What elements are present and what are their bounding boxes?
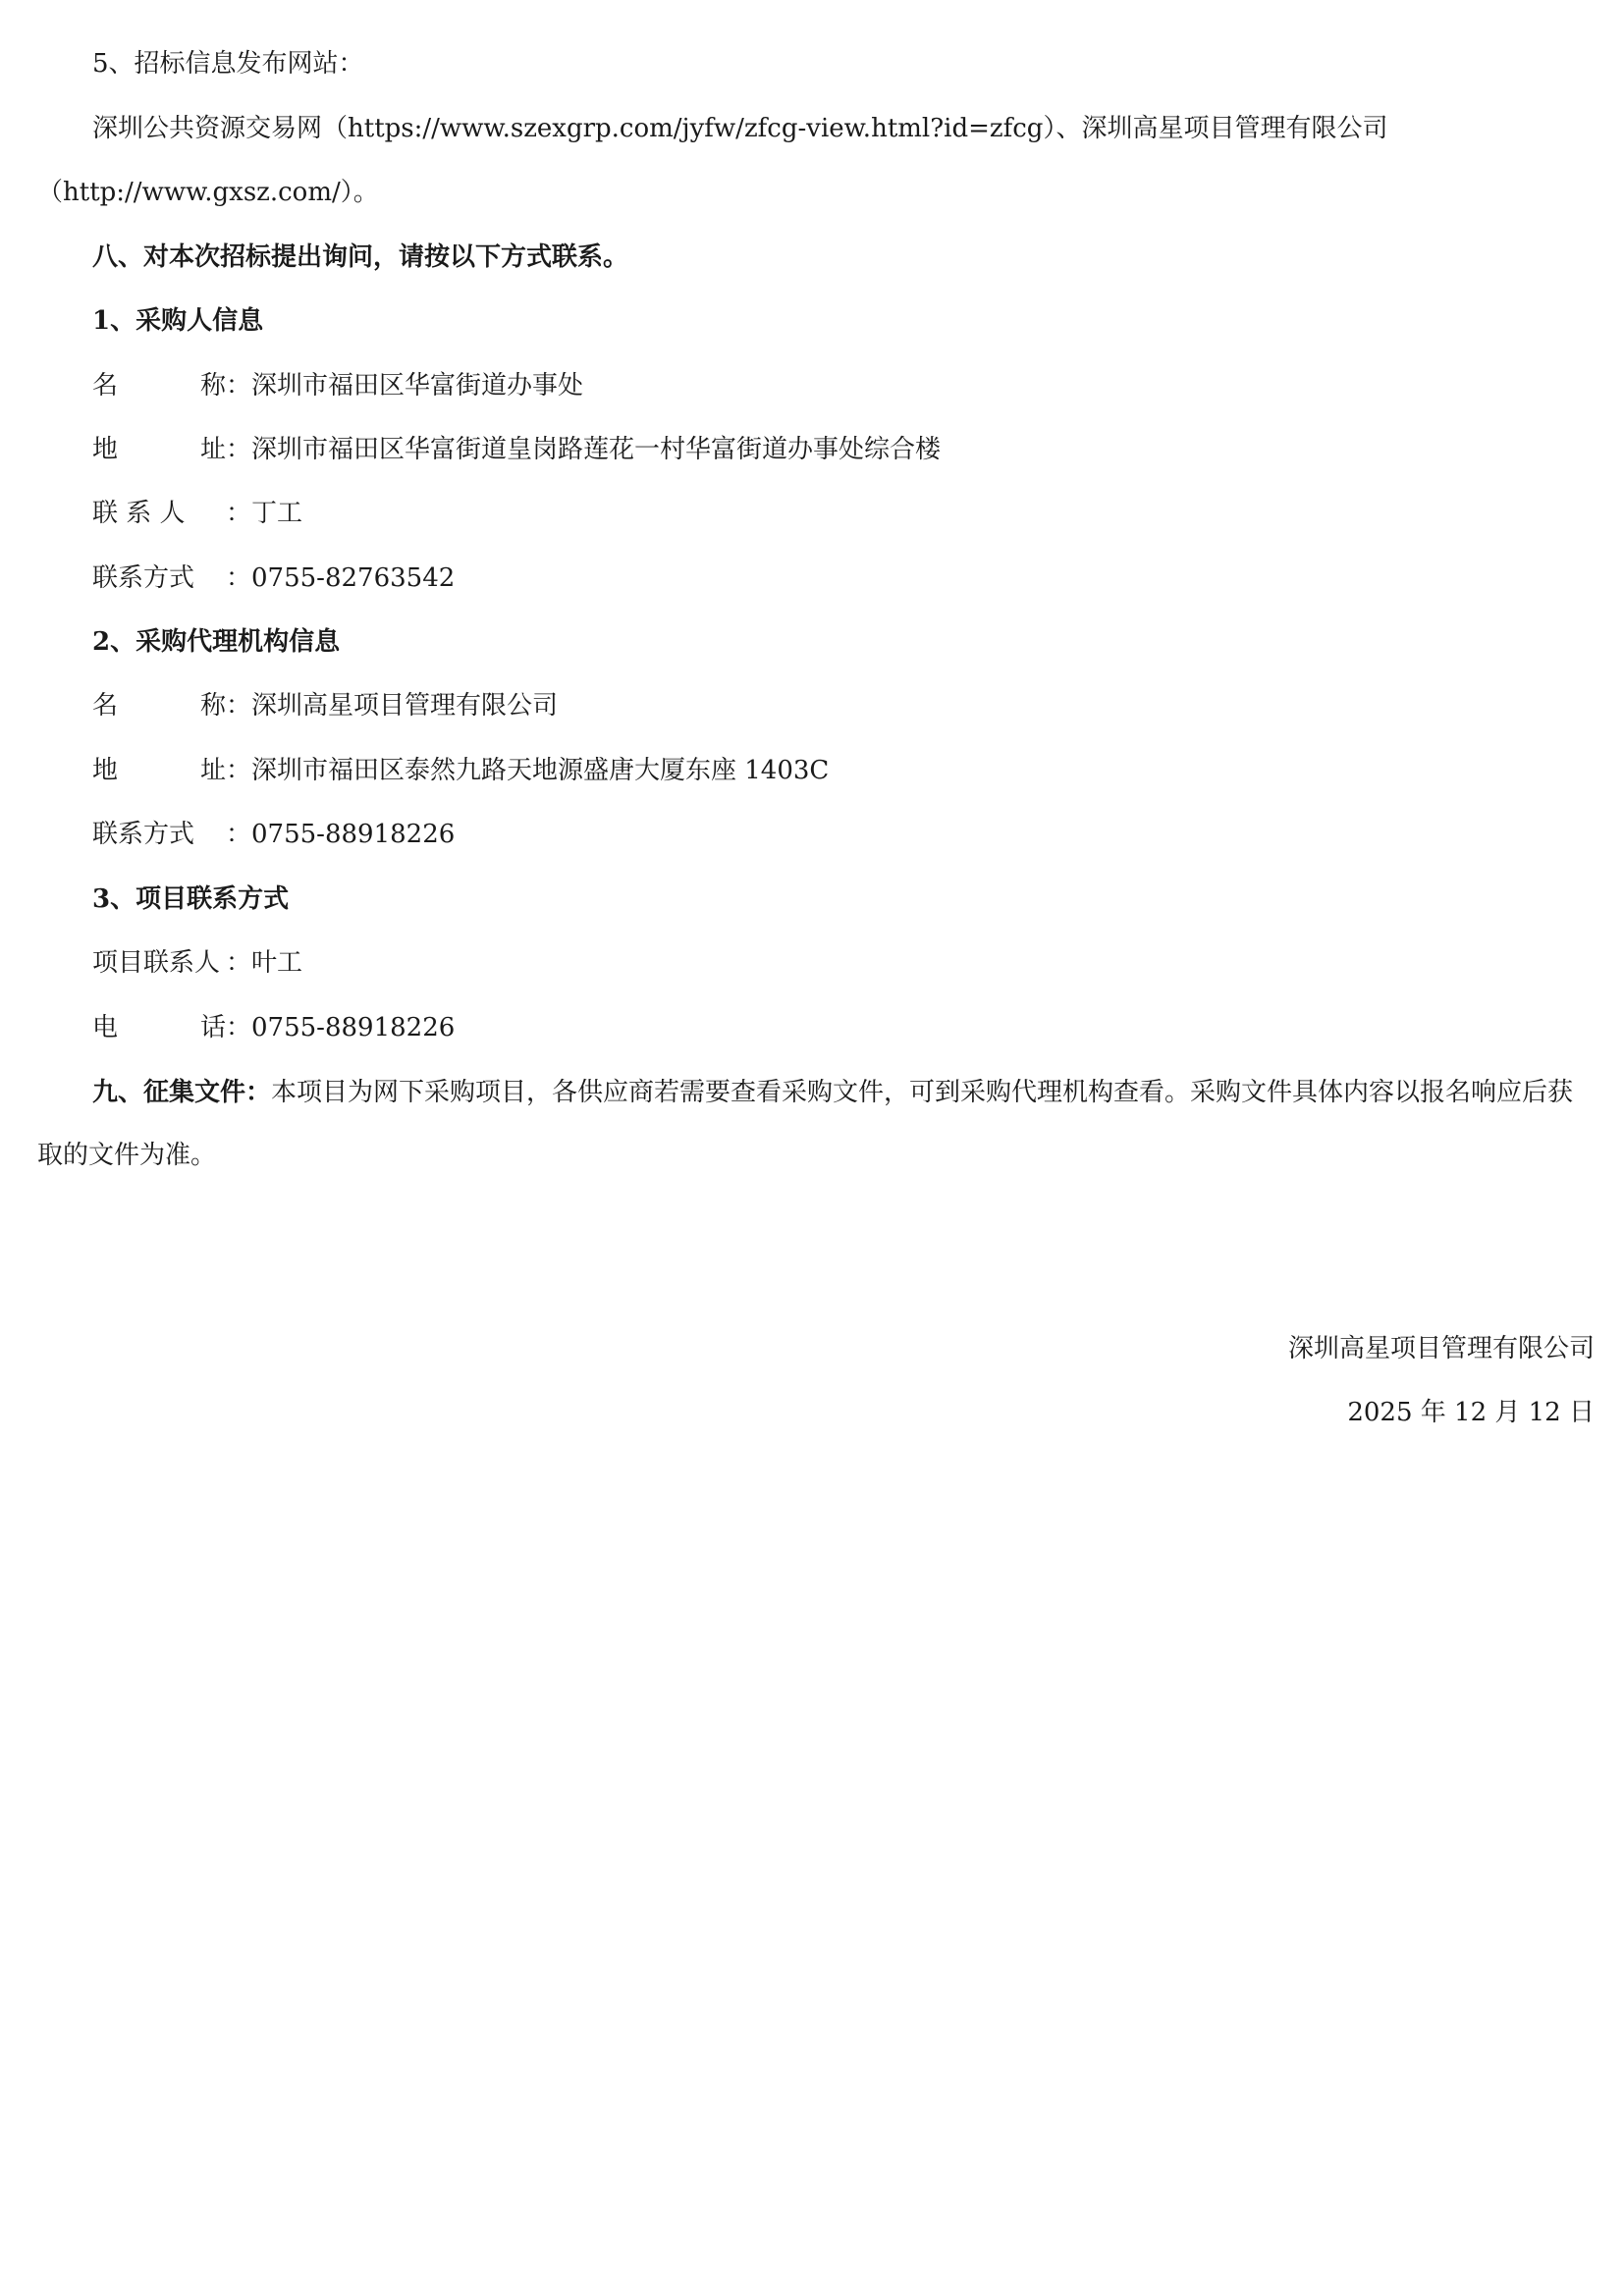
project-phone-value: ：0755-88918226: [226, 1013, 456, 1042]
sec9-paragraph: [37, 1061, 1595, 1187]
buyer-phone-row: [92, 561, 455, 595]
agency-address-row: [92, 754, 829, 787]
sec5-website-line1: 深圳公共资源交易网（https://www.szexgrp.com/jyfw/zfcg-view.html?id=zfcg）、深圳高星项目管理有限公司: [92, 114, 1388, 143]
buyer-contact-value: ：丁工: [226, 499, 303, 528]
sec5-heading: 5、招标信息发布网站：: [92, 49, 364, 79]
project-heading: 3、项目联系方式: [92, 884, 290, 914]
project-contact-row: [92, 946, 302, 980]
signature-company: 深圳高星项目管理有限公司: [1287, 1334, 1595, 1363]
agency-address-label: 地 址: [92, 756, 226, 785]
agency-name-label: 名 称: [92, 691, 226, 721]
agency-address-value: ：深圳市福田区泰然九路天地源盛唐大厦东座 1403C: [226, 756, 830, 785]
project-contact-label: 项目联系人: [92, 948, 221, 978]
buyer-contact-label: 联 系 人: [92, 499, 186, 528]
buyer-name-label: 名 称: [92, 371, 226, 400]
agency-phone-value: ：0755-88918226: [226, 820, 456, 849]
buyer-phone-value: ：0755-82763542: [226, 563, 456, 593]
sec9-heading: 九、征集文件：: [92, 1078, 272, 1107]
agency-heading: 2、采购代理机构信息: [92, 627, 341, 657]
buyer-address-label: 地 址: [92, 435, 226, 464]
project-contact-value: ：叶工: [226, 948, 303, 978]
signature-date: 2025 年 12 月 12 日: [1347, 1398, 1595, 1427]
project-phone-row: [92, 1011, 455, 1044]
sec9-body: 本项目为网下采购项目，各供应商若需要查看采购文件，可到采购代理机构查看。采购文件具体内容以报名响应后获取的文件为准。: [37, 1078, 1574, 1170]
agency-phone-label: 联系方式: [92, 820, 195, 849]
buyer-contact-row: [92, 497, 302, 530]
buyer-address-value: ：深圳市福田区华富街道皇岗路莲花一村华富街道办事处综合楼: [226, 435, 942, 464]
buyer-name-row: [92, 369, 583, 402]
buyer-name-value: ：深圳市福田区华富街道办事处: [226, 371, 584, 400]
agency-name-row: [92, 689, 558, 722]
buyer-address-row: [92, 433, 941, 466]
sec8-heading: 八、对本次招标提出询问，请按以下方式联系。: [92, 242, 629, 272]
agency-name-value: ：深圳高星项目管理有限公司: [226, 691, 559, 721]
buyer-heading: 1、采购人信息: [92, 306, 264, 336]
project-phone-label: 电 话: [92, 1013, 226, 1042]
buyer-phone-label: 联系方式: [92, 563, 195, 593]
sec5-website-line2: （http://www.gxsz.com/）。: [37, 178, 379, 207]
agency-phone-row: [92, 818, 455, 851]
